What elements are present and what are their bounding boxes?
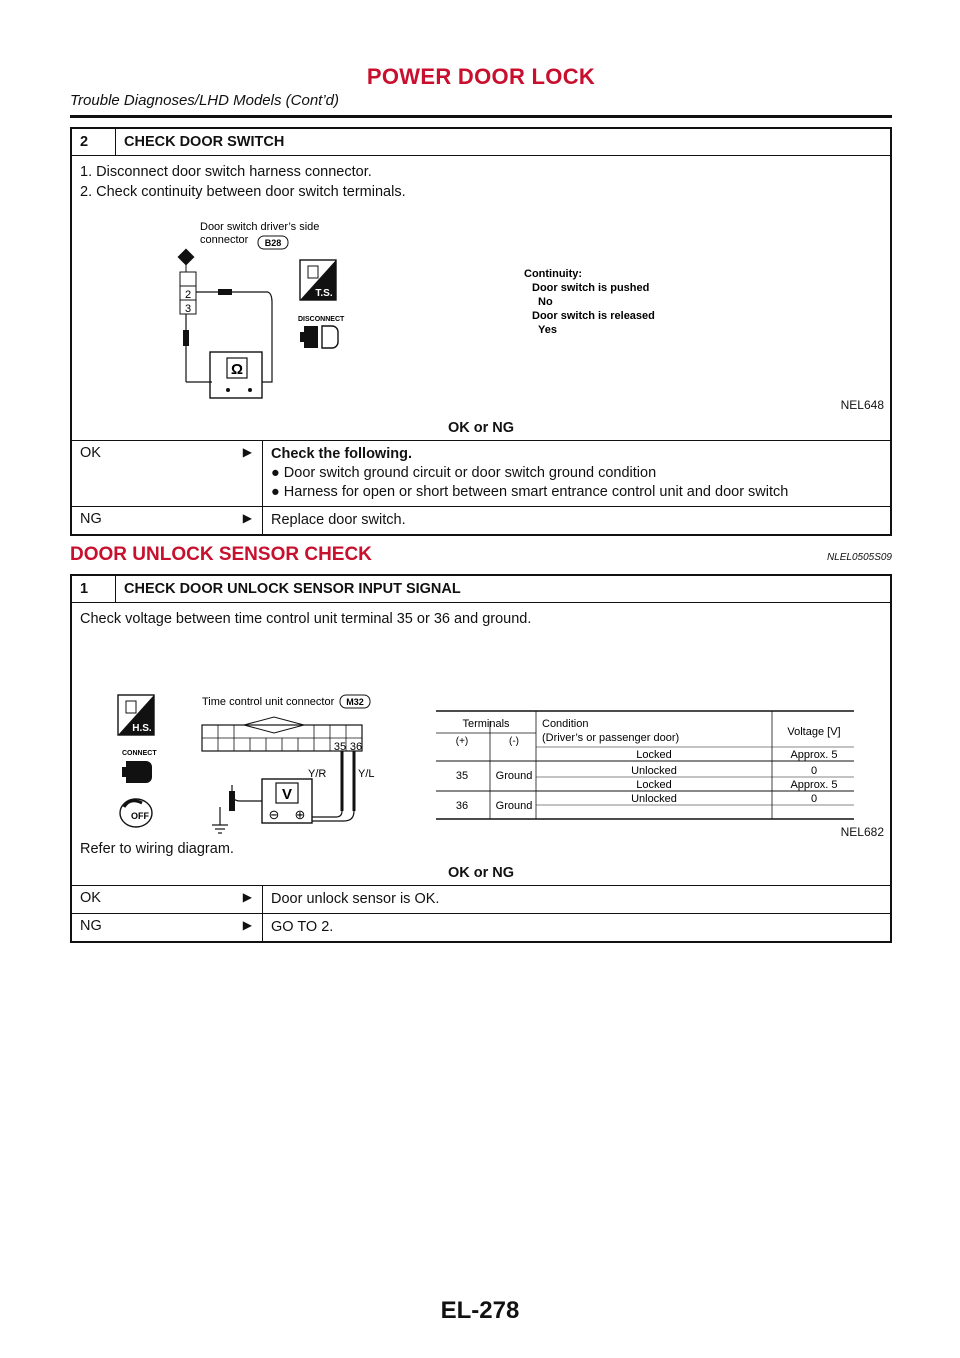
connect-icon-plug: [140, 761, 152, 783]
result-label-text: OK: [80, 445, 101, 461]
table-cell: Ground: [495, 800, 533, 812]
section-heading: [70, 544, 892, 566]
arrow-right-icon: ▶: [242, 890, 252, 904]
result-action: [262, 441, 890, 506]
section-title: DOOR UNLOCK SENSOR CHECK: [70, 544, 372, 565]
table-header: Terminals: [462, 718, 510, 730]
arrow-right-icon: ▶: [242, 918, 252, 932]
step-number: 2: [72, 129, 116, 155]
connect-icon-pin: [122, 767, 126, 777]
voltage-table: [436, 711, 854, 819]
table-cell: 0: [810, 765, 818, 777]
table-header: Condition: [542, 718, 589, 730]
result-row-ok: [72, 885, 890, 913]
probe-wire: [312, 811, 354, 821]
minus-terminal-icon: ⊖: [268, 807, 280, 822]
terminal-3: 3: [184, 303, 192, 315]
table-cell: Locked: [636, 749, 672, 761]
bullet-icon: ●: [271, 465, 284, 481]
meter-terminal: [226, 388, 230, 392]
meter-terminal: [248, 388, 252, 392]
condition-pushed: Door switch is pushed: [532, 282, 650, 294]
connect-icon: [126, 761, 140, 783]
connector-lock-icon: [178, 249, 195, 266]
table-header: (Driver’s or passenger door): [542, 732, 680, 744]
bullet-text: Door switch ground circuit or door switch ground condition: [283, 465, 657, 481]
connector-label: Time control unit connector: [202, 696, 335, 708]
ignition-off-label: OFF: [131, 811, 149, 821]
probe-wire: [262, 292, 272, 382]
page-number: EL-278: [440, 1297, 520, 1324]
result-action: GO TO 2.: [262, 914, 890, 941]
volt-icon: V: [281, 786, 293, 803]
bullet-icon: ●: [271, 484, 284, 500]
action-bullet: [271, 483, 882, 502]
result-label: [72, 441, 262, 506]
ohm-icon: Ω: [230, 361, 244, 378]
result-action: Replace door switch.: [262, 507, 890, 534]
bullet-text: Harness for open or short between smart entrance control unit and door switch: [283, 484, 789, 500]
ok-or-ng-label: OK or NG: [447, 865, 515, 881]
step-2-header: [72, 129, 890, 156]
result-label: [72, 914, 262, 941]
page-title: POWER DOOR LOCK: [366, 64, 596, 89]
door-switch-figure: [72, 202, 890, 414]
result-label-text: NG: [80, 511, 102, 527]
ground-probe-wire: [232, 785, 262, 801]
result-row-ng: [72, 506, 890, 534]
table-cell: 36: [455, 800, 469, 812]
table-header: Voltage [V]: [787, 726, 841, 738]
arrow-right-icon: ▶: [242, 445, 252, 459]
ignition-key-shape: [124, 801, 142, 807]
disconnect-icon: [304, 326, 318, 348]
instruction-line: 1. Disconnect door switch harness connector.: [80, 164, 372, 180]
table-cell: Locked: [636, 779, 672, 791]
terminal-35: 35: [333, 741, 347, 753]
table-cell: 35: [455, 770, 469, 782]
disconnect-icon-plug: [322, 326, 338, 348]
step-1-box: [70, 574, 892, 943]
wire-color-yl: Y/L: [358, 768, 375, 780]
result-label: [72, 886, 262, 913]
table-cell: Unlocked: [631, 765, 677, 777]
connector-label: Door switch driver’s side: [200, 221, 320, 233]
result-label: [72, 507, 262, 534]
value-released: Yes: [538, 324, 557, 336]
unlock-sensor-figure: [72, 629, 890, 839]
action-bullet: [271, 464, 882, 483]
page-header: [70, 64, 892, 118]
step-1-instruction: Check voltage between time control unit terminal 35 or 36 and ground.: [80, 611, 532, 627]
plus-terminal-icon: ⊕: [294, 807, 306, 822]
step-title: CHECK DOOR UNLOCK SENSOR INPUT SIGNAL: [124, 581, 461, 597]
result-row-ok: [72, 440, 890, 506]
step-2-box: [70, 127, 892, 536]
arrow-right-icon: ▶: [242, 511, 252, 525]
probe-tip: [183, 330, 189, 346]
figure-code: NEL648: [840, 398, 884, 412]
page-subtitle: Trouble Diagnoses/LHD Models (Cont’d): [70, 92, 340, 109]
terminal-2: 2: [184, 289, 192, 301]
figure-code: NEL682: [840, 825, 884, 839]
step-title: CHECK DOOR SWITCH: [124, 134, 285, 150]
ok-or-ng-label: OK or NG: [447, 420, 515, 436]
section-code: NLEL0505S09: [826, 552, 892, 563]
table-cell: 0: [810, 793, 818, 805]
result-label-text: OK: [80, 890, 101, 906]
step-2-instructions: [72, 156, 890, 202]
step-1-header: [72, 576, 890, 603]
value-pushed: No: [538, 296, 553, 308]
wiring-note: Refer to wiring diagram.: [80, 841, 234, 857]
instruction-line: 2. Check continuity between door switch terminals.: [80, 184, 406, 200]
table-cell: Approx. 5: [790, 749, 838, 761]
condition-released: Door switch is released: [532, 310, 655, 322]
ground-probe-tip: [229, 791, 235, 811]
result-row-ng: [72, 913, 890, 941]
probe-wire: [312, 811, 342, 817]
result-label-text: NG: [80, 918, 102, 934]
probe-tip: [218, 289, 232, 295]
connect-label: CONNECT: [122, 750, 157, 757]
unlock-sensor-diagram: [72, 629, 890, 839]
door-switch-diagram: [72, 202, 890, 414]
hs-label: H.S.: [132, 723, 152, 734]
table-header: (-): [509, 736, 519, 747]
step-number: 1: [72, 576, 116, 602]
ts-label: T.S.: [315, 288, 333, 299]
header-rule: [70, 115, 892, 118]
table-header: (+): [455, 736, 469, 747]
table-cell: Ground: [495, 770, 533, 782]
connector-id: B28: [264, 238, 282, 248]
table-cell: Approx. 5: [790, 779, 838, 791]
continuity-title: Continuity:: [524, 268, 583, 280]
result-action: Door unlock sensor is OK.: [262, 886, 890, 913]
wire-color-yr: Y/R: [308, 768, 327, 780]
disconnect-label: DISCONNECT: [298, 316, 345, 323]
ground-icon: [212, 825, 228, 833]
table-cell: Unlocked: [631, 793, 677, 805]
terminal-36: 36: [349, 741, 363, 753]
connector-label: connector: [200, 234, 249, 246]
action-heading: Check the following.: [271, 446, 412, 462]
disconnect-icon-pin: [300, 332, 304, 342]
connector-id: M32: [346, 697, 364, 707]
